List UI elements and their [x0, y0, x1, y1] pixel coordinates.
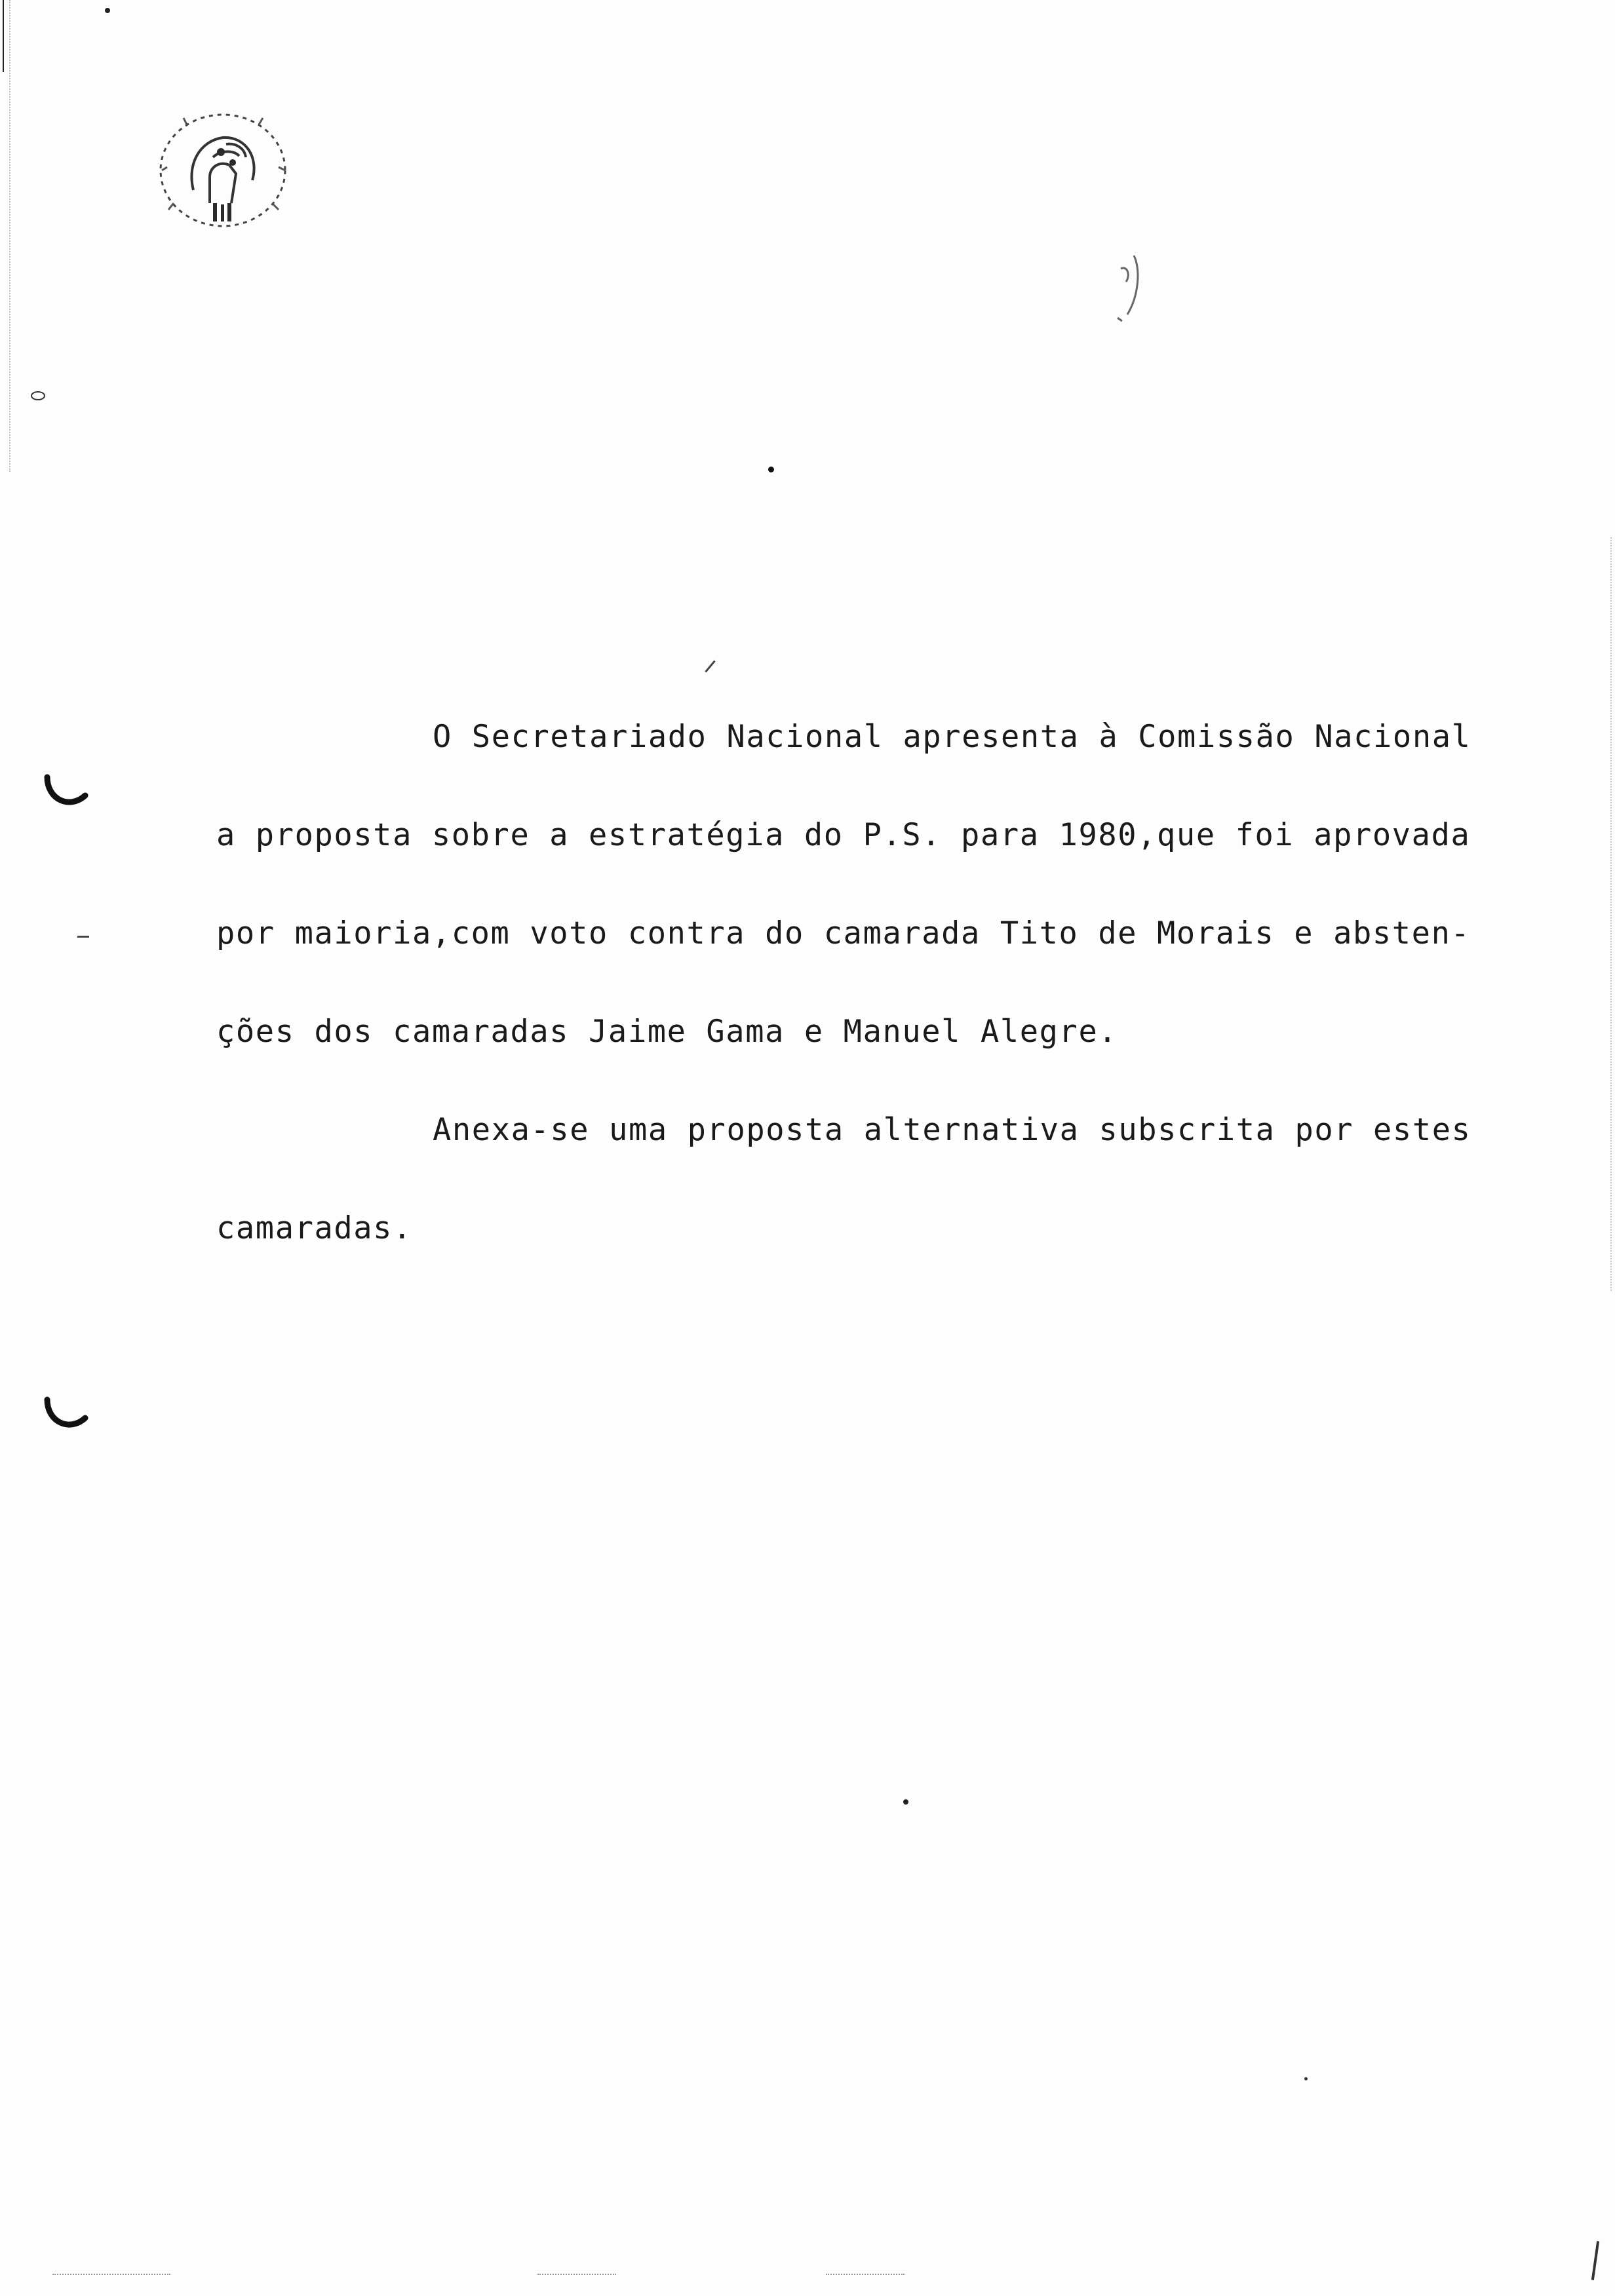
scan-edge-dots-right — [1610, 537, 1612, 1291]
scan-speck — [1304, 2077, 1308, 2080]
scan-edge-mark — [1591, 2241, 1599, 2280]
paragraph-line: Anexa-se uma proposta alternativa subscrita por estes — [433, 1112, 1471, 1148]
paragraph-line: camaradas. — [216, 1210, 412, 1246]
scan-edge-dots-bottom — [537, 2274, 616, 2276]
memo-body — [216, 708, 1488, 1297]
binding-hole-mark — [43, 773, 89, 813]
scan-speck — [29, 389, 47, 402]
scan-edge-dots-bottom — [826, 2274, 905, 2276]
binding-hole-mark — [43, 1396, 89, 1435]
scan-speck — [705, 660, 715, 673]
scan-edge-dots-bottom — [52, 2274, 170, 2276]
scan-speck — [105, 8, 110, 13]
handwritten-mark-icon — [1108, 242, 1154, 334]
scan-edge-mark — [3, 0, 4, 72]
scan-speck — [768, 467, 774, 472]
paragraph-line: por maioria,com voto contra do camarada Tito de Morais e absten- — [216, 915, 1471, 951]
paragraph-line: a proposta sobre a estratégia do P.S. para 1980,que foi aprovada — [216, 817, 1471, 853]
scan-speck — [903, 1799, 908, 1805]
paragraph-line: O Secretariado Nacional apresenta à Comissão Nacional — [433, 719, 1471, 755]
party-seal-icon — [147, 105, 298, 236]
paragraph-line: ções dos camaradas Jaime Gama e Manuel Alegre. — [216, 1014, 1118, 1050]
scan-edge-dots-left — [9, 0, 11, 472]
paragraph — [216, 708, 1488, 1101]
scan-speck — [77, 936, 89, 938]
paragraph — [216, 1101, 1488, 1297]
